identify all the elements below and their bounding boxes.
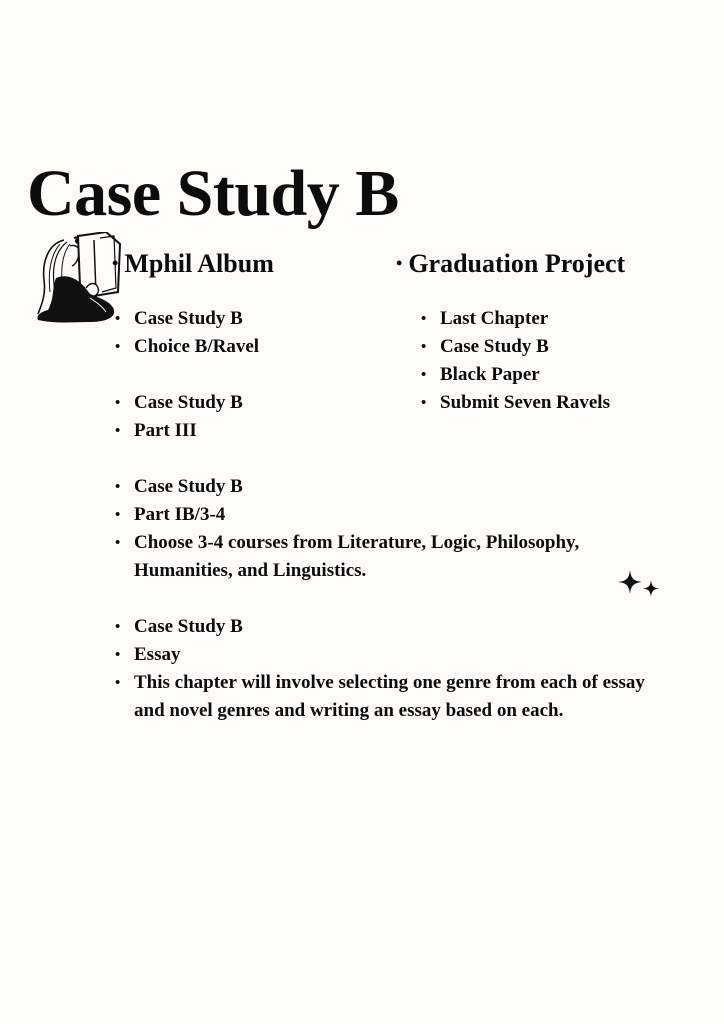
list-item: • Choice B/Ravel (115, 333, 645, 361)
graduation-project-heading (396, 247, 625, 280)
list-item: • Choose 3-4 courses from Literature, Logic, Philosophy, Humanities, and Linguistics. (115, 529, 645, 585)
list-item: • Case Study B (115, 389, 645, 417)
mphil-album-heading-text: Mphil Album (124, 249, 274, 278)
list-item: • Case Study B (115, 613, 645, 641)
list-item: • Case Study B (421, 333, 701, 361)
page-title: Case Study B (27, 157, 399, 230)
heading-bullet: • (396, 253, 403, 273)
sparkle-stars-icon (614, 566, 664, 604)
list-item: • Last Chapter (421, 305, 701, 333)
list-item: • Submit Seven Ravels (421, 389, 701, 417)
list-item: • Essay (115, 641, 645, 669)
heading-bullet: • (112, 253, 119, 273)
graduation-project-heading-text: Graduation Project (408, 249, 626, 278)
list-item: • Case Study B (115, 473, 645, 501)
list-item: • Part III (115, 417, 645, 445)
graduation-project-list (421, 305, 701, 417)
mphil-album-heading (112, 247, 274, 280)
list-item: • Black Paper (421, 361, 701, 389)
list-item: • Case Study B (115, 305, 645, 333)
list-item: • Part IB/3-4 (115, 501, 645, 529)
list-item: • This chapter will involve selecting one genre from each of essay and novel genres and writing an essay based on each. (115, 669, 645, 725)
